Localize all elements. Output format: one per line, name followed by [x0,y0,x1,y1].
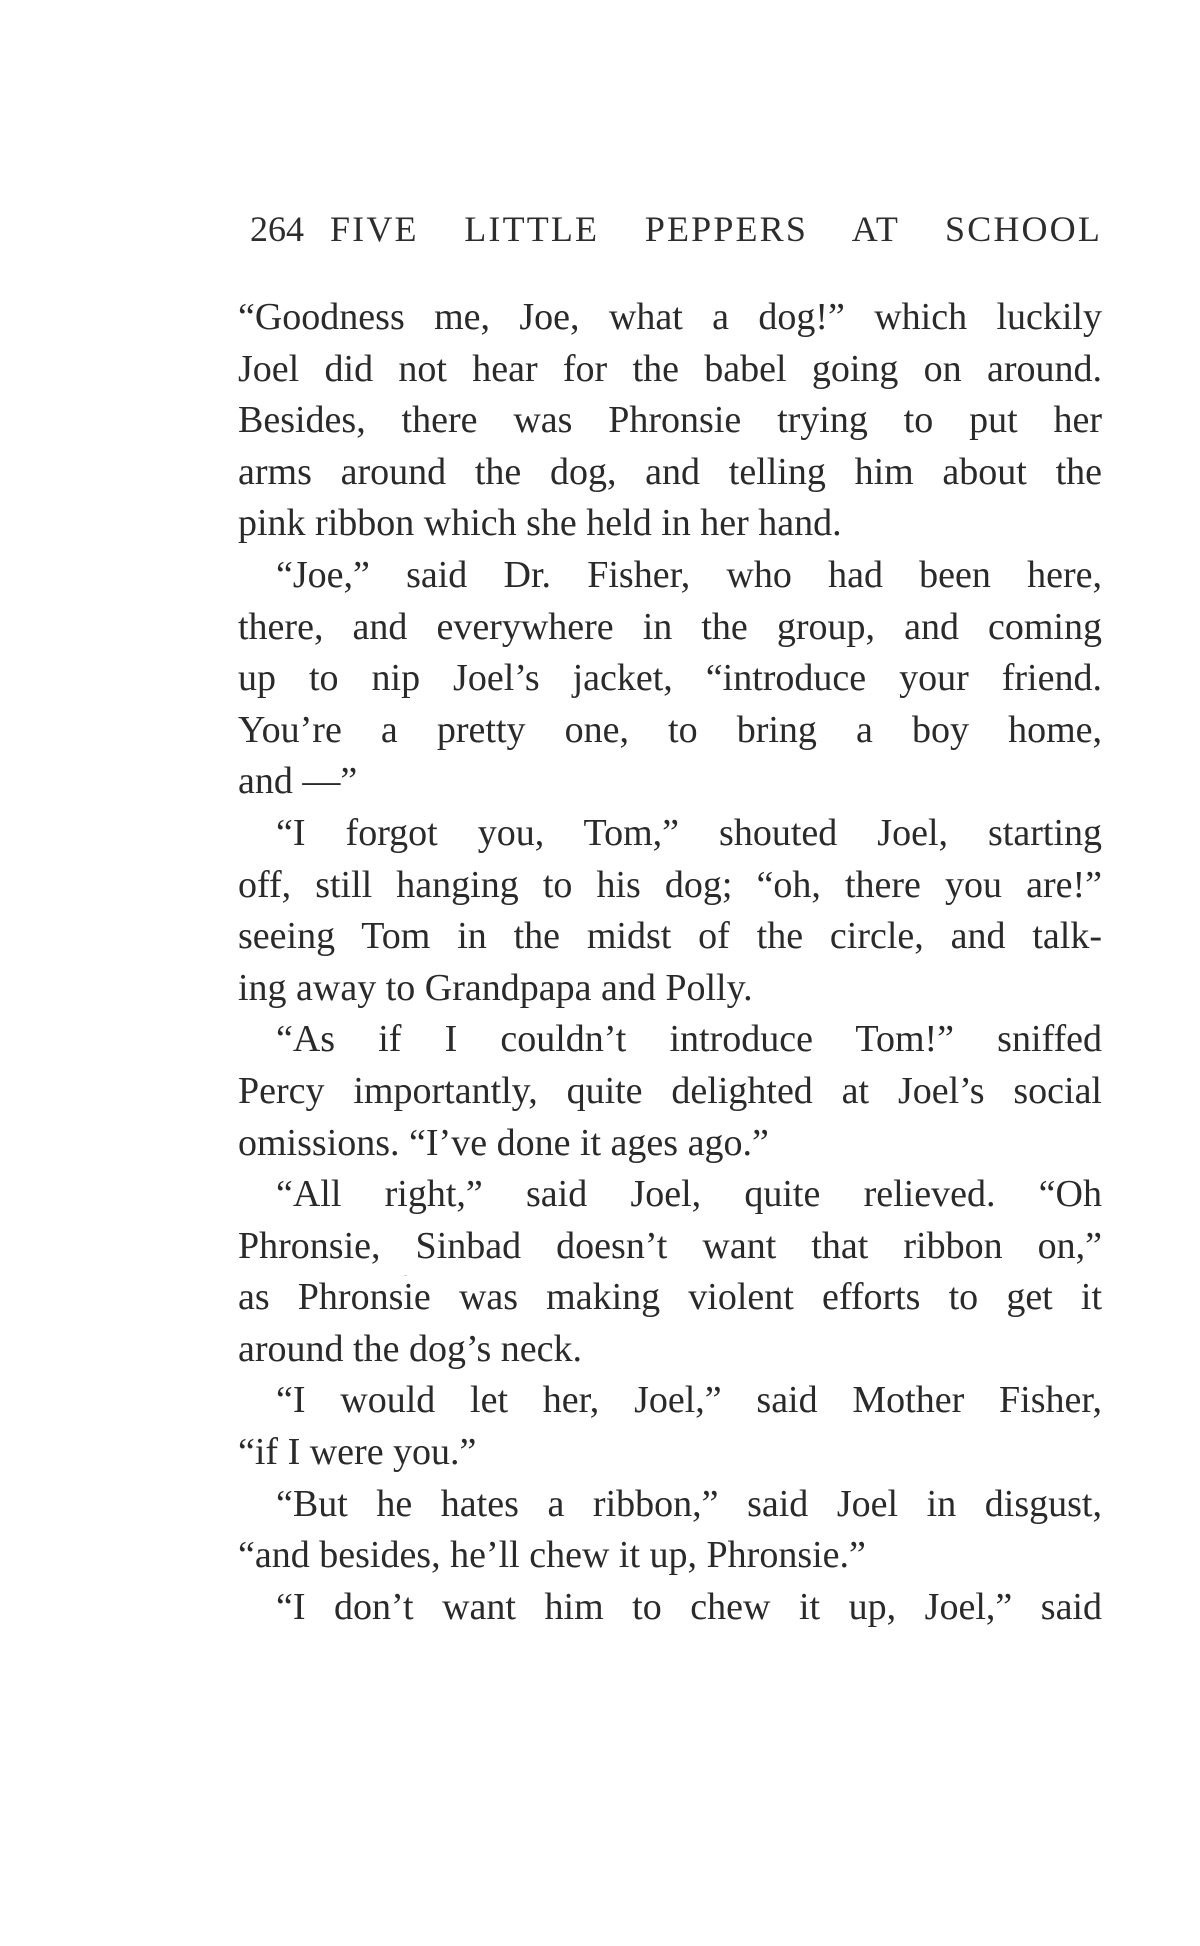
text-line: Percy importantly, quite delighted at Joel’s social [238,1069,1102,1112]
running-title: FIVE LITTLE PEPPERS AT SCHOOL [330,209,1102,249]
scan-speck [404,1275,407,1276]
text-line: Phronsie, Sinbad doesn’t want that ribbon on,” [238,1224,1102,1267]
text-line: Besides, there was Phronsie trying to put her [238,399,1102,442]
body-text [238,292,1102,1633]
text-line: “and besides, he’ll chew it up, Phronsie.” [238,1534,866,1577]
text-line: You’re a pretty one, to bring a boy home, [238,708,1102,751]
text-line: as Phronsie was making violent efforts to get it [238,1276,1102,1319]
text-line: and —” [238,760,358,803]
text-line: “Joe,” said Dr. Fisher, who had been here, [276,553,1102,596]
text-line: Joel did not hear for the babel going on around. [238,347,1102,390]
text-line: there, and everywhere in the group, and coming [238,605,1102,648]
text-line: “I would let her, Joel,” said Mother Fisher, [276,1379,1102,1422]
text-line: up to nip Joel’s jacket, “introduce your friend. [238,657,1102,700]
text-line: “All right,” said Joel, quite relieved. “Oh [276,1173,1102,1216]
text-line: “But he hates a ribbon,” said Joel in disgust, [276,1482,1102,1525]
text-line: “I forgot you, Tom,” shouted Joel, starting [276,811,1102,854]
page-header [250,208,1102,264]
text-line: “if I were you.” [238,1431,477,1474]
text-line: “I don’t want him to chew it up, Joel,” said [276,1585,1102,1628]
text-line: “As if I couldn’t introduce Tom!” sniffed [276,1018,1102,1061]
text-line: ing away to Grandpapa and Polly. [238,966,753,1009]
text-line: around the dog’s neck. [238,1327,583,1370]
text-line: “Goodness me, Joe, what a dog!” which luckily [238,296,1102,338]
text-line: pink ribbon which she held in her hand. [238,502,842,545]
text-line: off, still hanging to his dog; “oh, there you are!” [238,863,1102,906]
text-line: arms around the dog, and telling him about the [238,450,1102,493]
text-line: omissions. “I’ve done it ages ago.” [238,1121,769,1164]
text-line: seeing Tom in the midst of the circle, and talk- [238,915,1102,958]
page-number: 264 [250,209,304,249]
